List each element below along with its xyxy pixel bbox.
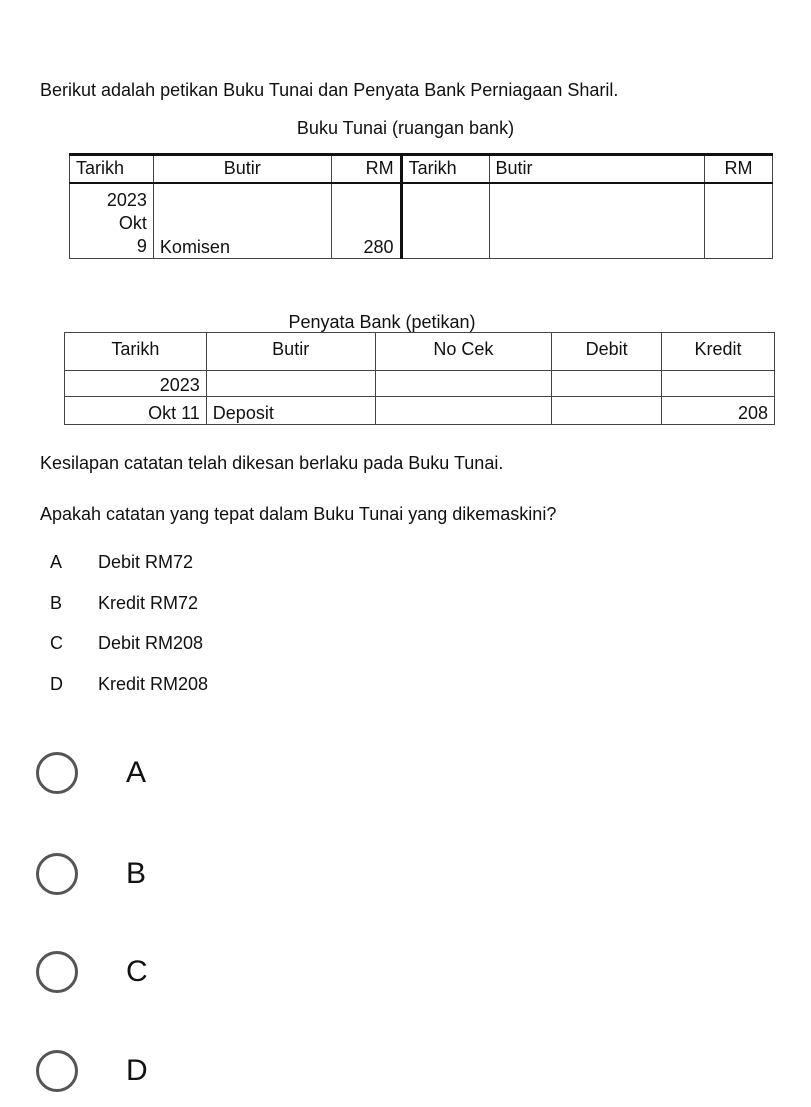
radio-circle-icon[interactable] <box>36 951 78 993</box>
bs-empty <box>375 371 552 397</box>
option-text: Kredit RM72 <box>98 593 199 613</box>
option-text: Kredit RM208 <box>98 674 209 694</box>
bank-statement-table <box>64 332 775 425</box>
bs-date: Okt 11 <box>65 397 207 425</box>
bank-statement-title: Penyata Bank (petikan) <box>288 312 476 332</box>
option-text: Debit RM208 <box>98 633 204 653</box>
cb-header-particular-right: Butir <box>489 155 705 183</box>
answer-label-b[interactable]: B <box>126 857 147 890</box>
bs-header-cheque: No Cek <box>375 333 552 371</box>
question-text: Apakah catatan yang tepat dalam Buku Tunai yang dikemaskini? <box>40 504 557 524</box>
bs-empty <box>552 397 662 425</box>
cb-header-date-right: Tarikh <box>401 155 489 183</box>
cb-entry-day: 9 <box>136 236 147 256</box>
answer-radio-b[interactable] <box>36 853 146 895</box>
answer-label-d[interactable]: D <box>126 1054 148 1087</box>
cb-entry-date <box>70 183 154 259</box>
bs-header-date: Tarikh <box>65 333 207 371</box>
option-text: Debit RM72 <box>98 552 194 572</box>
cb-entry-empty <box>489 183 705 259</box>
radio-circle-icon[interactable] <box>36 752 78 794</box>
answer-radio-a[interactable] <box>36 752 146 794</box>
cb-entry-month: Okt <box>118 213 147 233</box>
answer-label-a[interactable]: A <box>126 756 147 789</box>
cb-entry-year: 2023 <box>106 190 147 210</box>
bs-year: 2023 <box>65 371 207 397</box>
cb-entry-empty <box>401 183 489 259</box>
intro-text: Berikut adalah petikan Buku Tunai dan Penyata Bank Perniagaan Sharil. <box>40 80 619 100</box>
option-letter: B <box>50 593 63 613</box>
bs-header-credit: Kredit <box>662 333 775 371</box>
cb-header-amount-left: RM <box>331 155 401 183</box>
cb-header-date-left: Tarikh <box>70 155 154 183</box>
bs-credit: 208 <box>662 397 775 425</box>
answer-label-c[interactable]: C <box>126 955 148 988</box>
error-statement: Kesilapan catatan telah dikesan berlaku pada Buku Tunai. <box>40 453 504 473</box>
bs-particular: Deposit <box>206 397 375 425</box>
cash-book-table <box>69 153 773 259</box>
cash-book-title: Buku Tunai (ruangan bank) <box>296 118 515 138</box>
option-a <box>50 552 193 573</box>
answer-radio-d[interactable] <box>36 1050 148 1092</box>
option-d <box>50 674 208 695</box>
option-letter: C <box>50 633 63 653</box>
bs-empty <box>206 371 375 397</box>
option-letter: A <box>50 552 63 572</box>
cb-entry-particular: Komisen <box>153 183 331 259</box>
option-letter: D <box>50 674 63 694</box>
cb-entry-empty <box>705 183 773 259</box>
bs-header-particular: Butir <box>206 333 375 371</box>
option-b <box>50 593 198 614</box>
cb-entry-amount: 280 <box>331 183 401 259</box>
cb-header-amount-right: RM <box>705 155 773 183</box>
option-c <box>50 633 203 654</box>
bs-header-debit: Debit <box>552 333 662 371</box>
bs-empty <box>375 397 552 425</box>
bs-empty <box>552 371 662 397</box>
cb-header-particular-left: Butir <box>153 155 331 183</box>
answer-radio-c[interactable] <box>36 951 148 993</box>
radio-circle-icon[interactable] <box>36 1050 78 1092</box>
radio-circle-icon[interactable] <box>36 853 78 895</box>
bs-empty <box>662 371 775 397</box>
